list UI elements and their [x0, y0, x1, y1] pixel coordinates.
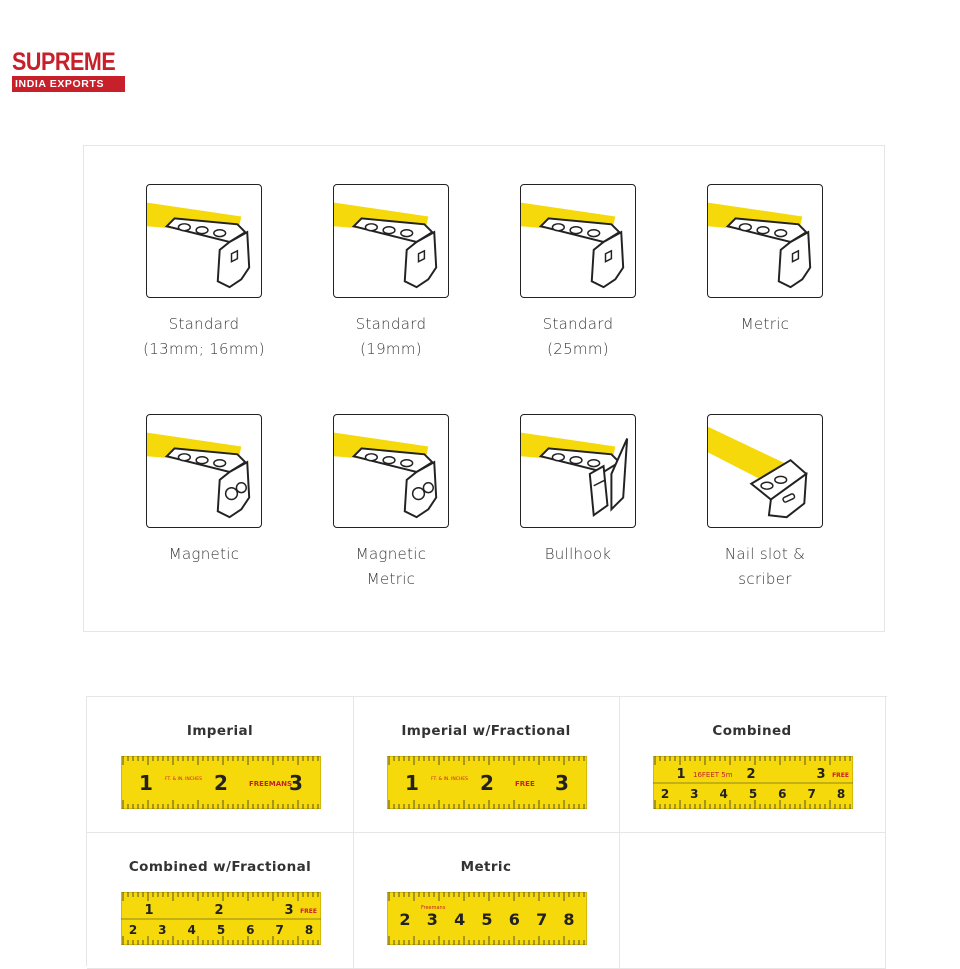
svg-text:7: 7: [536, 910, 548, 929]
svg-text:3: 3: [284, 903, 294, 918]
svg-text:FT. & IN. INCHES: FT. & IN. INCHES: [431, 777, 468, 782]
svg-text:1: 1: [676, 767, 686, 782]
svg-text:2: 2: [746, 767, 756, 782]
svg-text:2: 2: [480, 771, 494, 795]
svg-text:2: 2: [214, 771, 228, 795]
svg-text:3: 3: [426, 910, 438, 929]
nail-slot-scriber-hook-icon: [707, 414, 823, 528]
blade-name: Combined: [712, 723, 792, 739]
svg-text:8: 8: [836, 787, 846, 801]
svg-text:3: 3: [690, 787, 699, 801]
svg-text:7: 7: [807, 787, 816, 801]
svg-text:5: 5: [748, 787, 758, 801]
svg-text:FREE: FREE: [300, 908, 317, 915]
blade-name: Imperial: [186, 723, 254, 739]
svg-text:5: 5: [481, 910, 493, 929]
hook-label-line1: Standard: [355, 315, 427, 333]
svg-text:FREE: FREE: [832, 772, 849, 779]
svg-text:7: 7: [275, 923, 284, 937]
tape-blade-icon: [387, 892, 587, 945]
svg-text:3: 3: [289, 771, 303, 795]
blade-cell-empty: [619, 833, 886, 969]
hook-item-magnetic: [124, 414, 284, 567]
blade-name: Metric: [460, 859, 512, 875]
svg-text:2: 2: [214, 903, 224, 918]
magnetic-hook-icon: [146, 414, 262, 528]
tape-blade-icon: [121, 892, 321, 945]
svg-text:3: 3: [816, 767, 826, 782]
svg-text:8: 8: [563, 910, 575, 929]
tape-blade-icon: [387, 756, 587, 809]
svg-text:3: 3: [555, 771, 569, 795]
svg-text:FREE: FREE: [515, 780, 535, 788]
hook-label-line1: Standard: [542, 315, 614, 333]
hook-label-line1: Nail slot &: [724, 545, 806, 563]
hook-item-nail-slot-scriber: [685, 414, 845, 592]
svg-text:2: 2: [399, 910, 411, 929]
svg-text:1: 1: [144, 903, 154, 918]
blade-cell-combined-fractional: [87, 833, 354, 969]
metric-hook-icon: [707, 184, 823, 298]
logo-subtitle: INDIA EXPORTS: [12, 76, 125, 92]
blade-cell-metric: [353, 833, 620, 969]
svg-text:1: 1: [139, 771, 153, 795]
tape-blade-icon: [121, 756, 321, 809]
hook-item-magnetic-metric: [311, 414, 471, 592]
standard-hook-icon: [333, 184, 449, 298]
hook-item-standard-25: [498, 184, 658, 362]
hook-label-line2: (25mm): [547, 340, 609, 358]
standard-hook-icon: [146, 184, 262, 298]
svg-text:1: 1: [405, 771, 419, 795]
svg-text:4: 4: [187, 923, 196, 937]
hook-label-line1: Standard: [168, 315, 240, 333]
svg-text:FREEMANS: FREEMANS: [249, 780, 293, 788]
blade-name: Imperial w/Fractional: [401, 723, 571, 739]
hook-styles-panel: [83, 145, 885, 632]
hook-label-line1: Magnetic: [355, 545, 427, 563]
hook-label-line1: Metric: [740, 315, 790, 333]
blade-cell-combined: [619, 697, 886, 833]
svg-text:2: 2: [660, 787, 670, 801]
svg-text:16FEET 5m: 16FEET 5m: [693, 771, 733, 779]
hook-label-line2: (13mm; 16mm): [143, 340, 265, 358]
tape-blade-icon: [653, 756, 853, 809]
hook-item-metric: [685, 184, 845, 337]
blade-styles-grid: [86, 696, 887, 966]
hook-item-standard-13-16: [124, 184, 284, 362]
svg-text:6: 6: [508, 910, 520, 929]
magnetic-metric-hook-icon: [333, 414, 449, 528]
hook-label-line2: (19mm): [360, 340, 422, 358]
svg-text:5: 5: [216, 923, 226, 937]
svg-text:2: 2: [128, 923, 138, 937]
svg-text:3: 3: [158, 923, 167, 937]
hook-item-bullhook: [498, 414, 658, 567]
svg-text:6: 6: [246, 923, 255, 937]
svg-text:6: 6: [778, 787, 787, 801]
hook-label-line1: Bullhook: [544, 545, 612, 563]
hook-label-line1: Magnetic: [168, 545, 240, 563]
svg-text:8: 8: [304, 923, 314, 937]
hook-item-standard-19: [311, 184, 471, 362]
blade-cell-imperial: [87, 697, 354, 833]
logo-title: SUPREME: [12, 48, 116, 76]
bullhook-icon: [520, 414, 636, 528]
blade-name: Combined w/Fractional: [128, 859, 312, 875]
svg-text:Freemans: Freemans: [421, 905, 446, 911]
svg-text:4: 4: [454, 910, 466, 929]
standard-hook-icon: [520, 184, 636, 298]
blade-cell-imperial-fractional: [353, 697, 620, 833]
hook-label-line2: Metric: [366, 570, 416, 588]
brand-logo[interactable]: [12, 50, 132, 92]
svg-text:4: 4: [719, 787, 728, 801]
svg-text:FT. & IN. INCHES: FT. & IN. INCHES: [165, 777, 202, 782]
hook-label-line2: scriber: [738, 570, 792, 588]
